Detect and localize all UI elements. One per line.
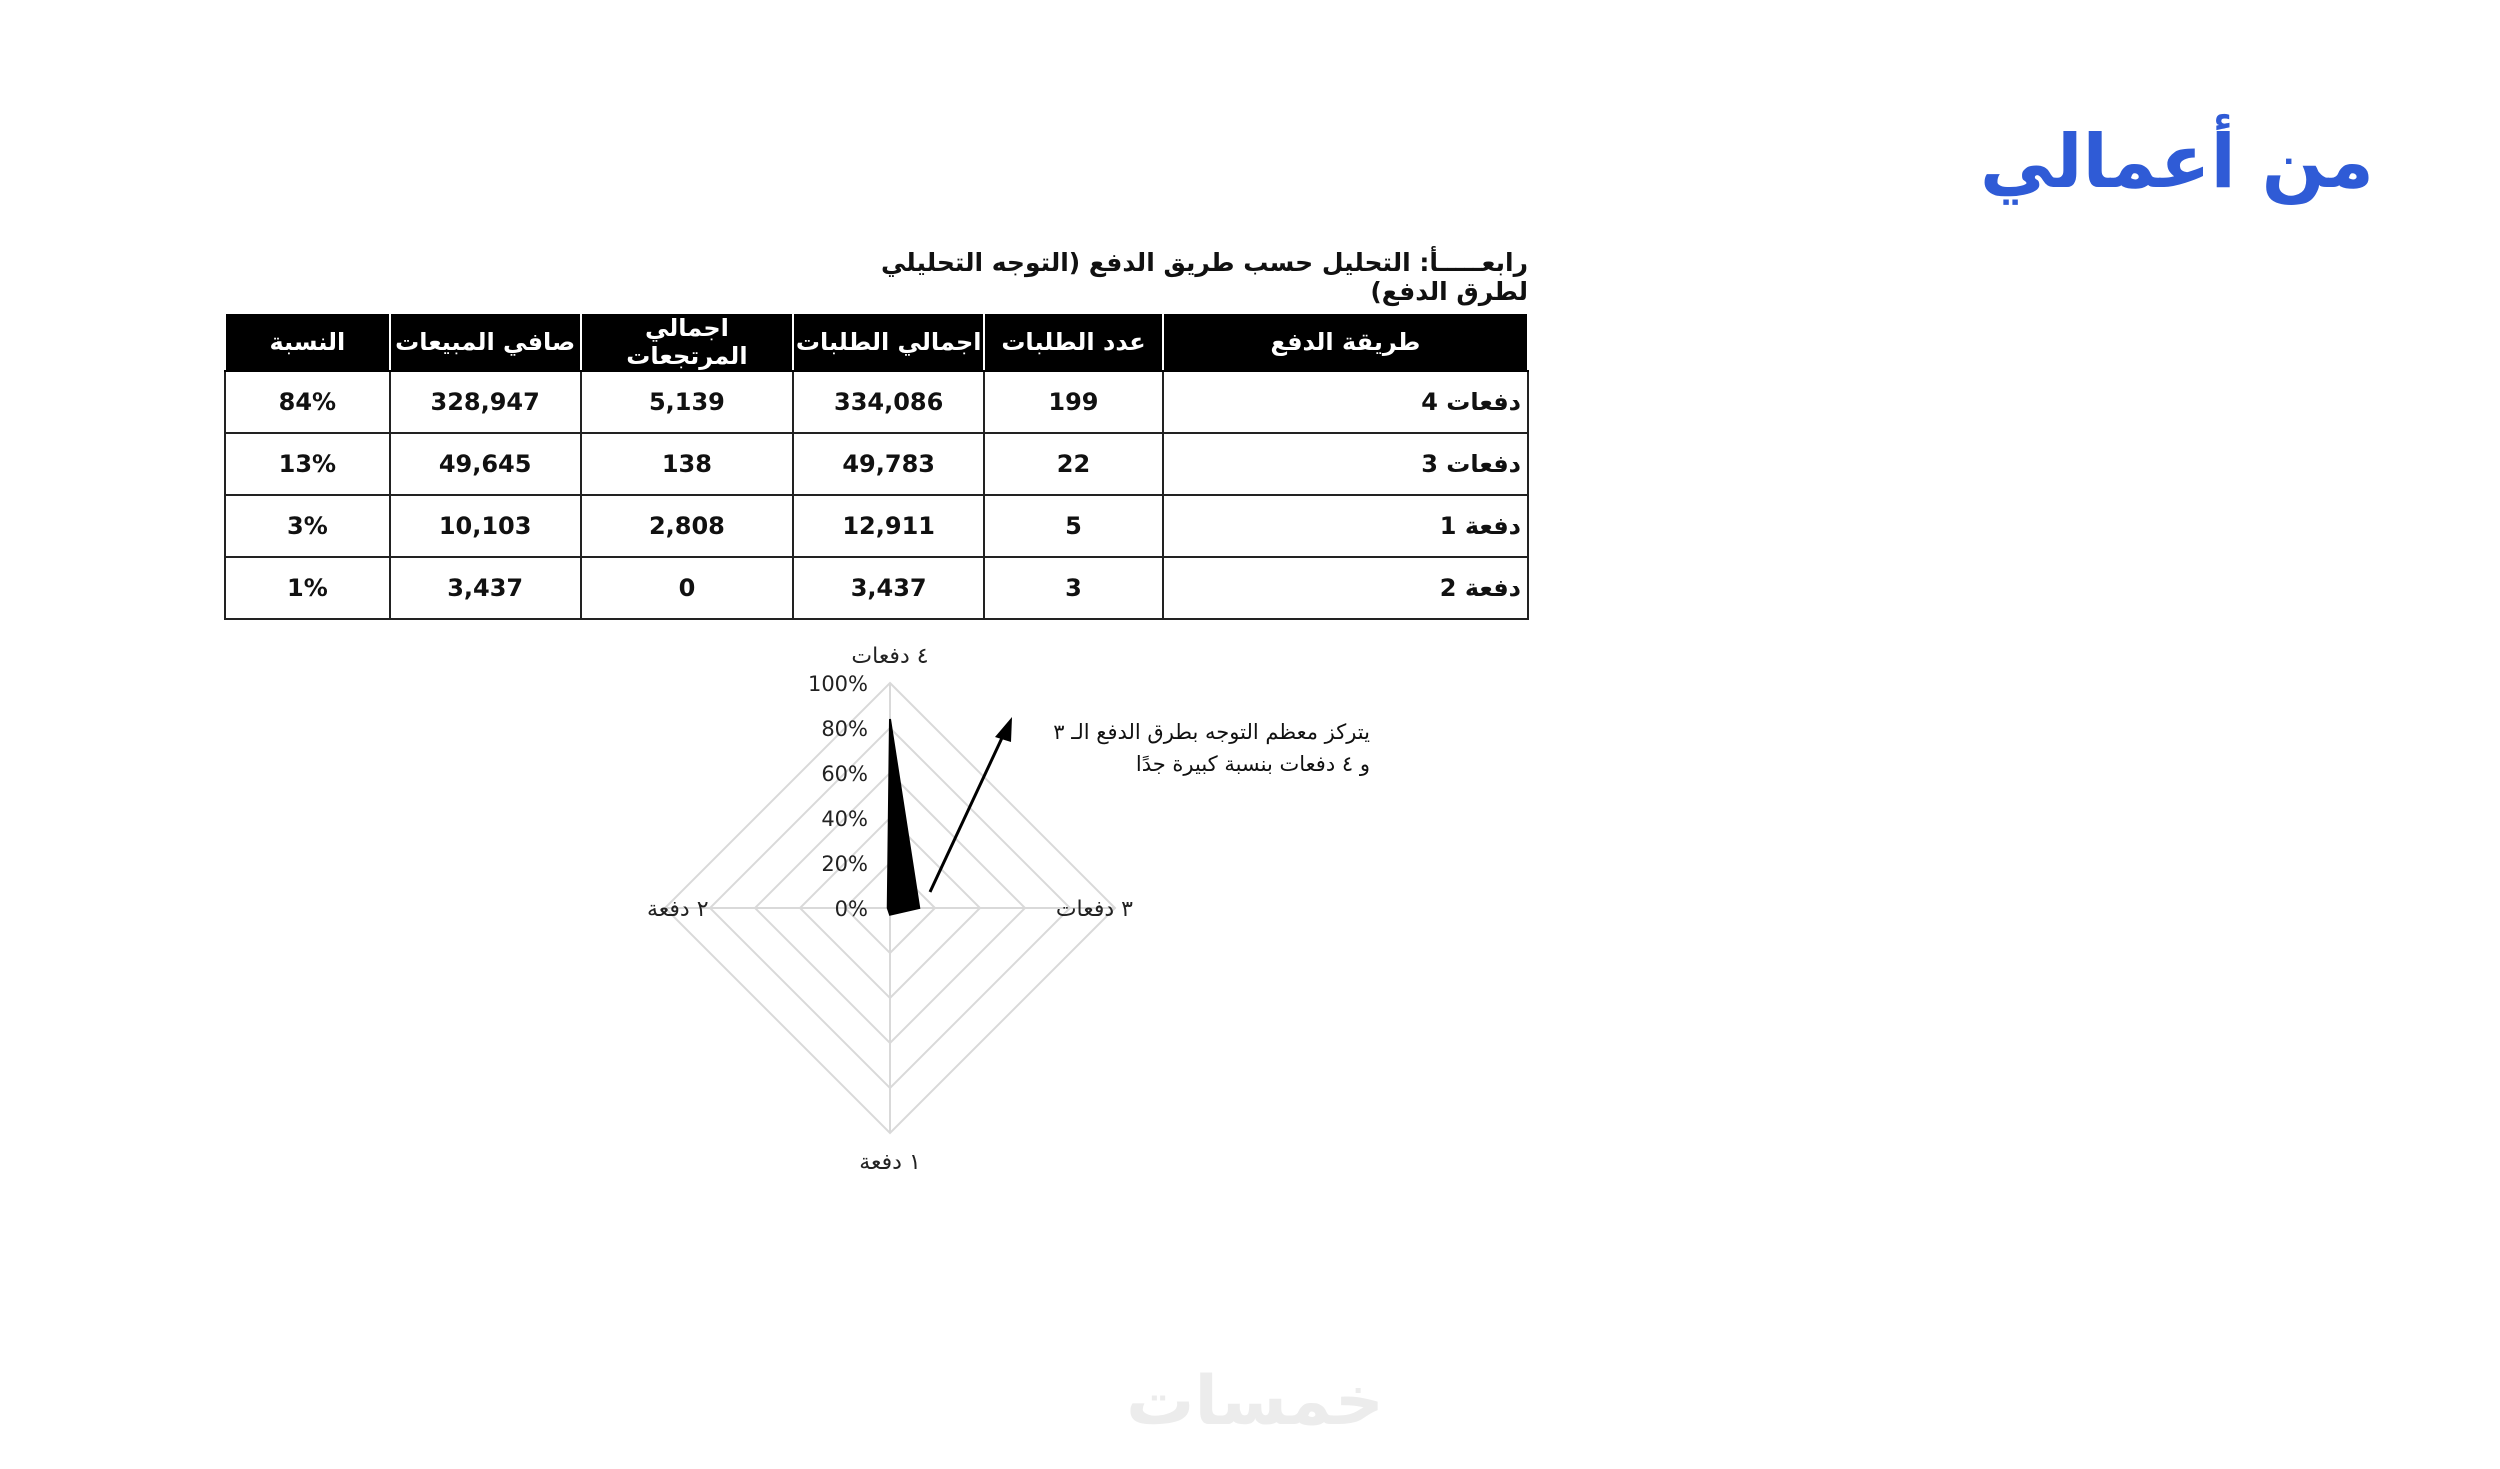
table-cell: 12,911 — [793, 495, 984, 557]
tick-label: 20% — [821, 852, 868, 876]
tick-label: 80% — [821, 717, 868, 741]
table-cell: دفعة 2 — [1163, 557, 1528, 619]
table-cell: 3% — [225, 495, 390, 557]
table-header-row — [225, 314, 1528, 371]
column-header: النسبة — [225, 314, 390, 371]
table-row — [225, 371, 1528, 433]
data-series — [888, 719, 920, 915]
section-heading: رابعـــــأ: التحليل حسب طريق الدفع (التوجه التحليلي لطرق الدفع) — [880, 248, 1528, 306]
table-cell: 13% — [225, 433, 390, 495]
table-cell: 10,103 — [390, 495, 581, 557]
payment-analysis-table — [224, 314, 1529, 620]
tick-label: 0% — [834, 897, 868, 921]
table-row — [225, 557, 1528, 619]
category-label: ٣ دفعات — [1055, 897, 1133, 922]
table-cell: 22 — [984, 433, 1163, 495]
table-cell: 49,645 — [390, 433, 581, 495]
table-cell: 2,808 — [581, 495, 794, 557]
table-cell: دفعة 1 — [1163, 495, 1528, 557]
column-header: اجمالي المرتجعات — [581, 314, 794, 371]
tick-label: 60% — [821, 762, 868, 786]
table-row — [225, 433, 1528, 495]
table-row — [225, 495, 1528, 557]
table-cell: 138 — [581, 433, 794, 495]
column-header: اجمالي الطلبات — [793, 314, 984, 371]
category-label: ٢ دفعة — [647, 897, 709, 922]
table-cell: 199 — [984, 371, 1163, 433]
table-cell: 3 — [984, 557, 1163, 619]
tick-label: 100% — [807, 672, 868, 696]
table-cell: 1% — [225, 557, 390, 619]
category-label: ١ دفعة — [859, 1150, 921, 1175]
chart-annotation — [985, 716, 1370, 780]
radar-chart-svg — [580, 620, 1300, 1180]
table-cell: 5 — [984, 495, 1163, 557]
table-cell: 334,086 — [793, 371, 984, 433]
table-cell: 328,947 — [390, 371, 581, 433]
radar-chart — [580, 620, 1300, 1184]
category-label: ٤ دفعات — [851, 644, 929, 669]
table-cell: 3,437 — [793, 557, 984, 619]
footer-logo: خمسات — [1126, 1362, 1384, 1441]
table-cell: 84% — [225, 371, 390, 433]
tick-label: 40% — [821, 807, 868, 831]
table-cell: 0 — [581, 557, 794, 619]
page-title: من أعمالي — [1979, 119, 2374, 205]
column-header: طريقة الدفع — [1163, 314, 1528, 371]
table-cell: 49,783 — [793, 433, 984, 495]
table-cell: دفعات 3 — [1163, 433, 1528, 495]
column-header: عدد الطلبات — [984, 314, 1163, 371]
column-header: صافي المبيعات — [390, 314, 581, 371]
table-cell: دفعات 4 — [1163, 371, 1528, 433]
table-cell: 3,437 — [390, 557, 581, 619]
annotation-line: و ٤ دفعات بنسبة كبيرة جدًا — [1135, 752, 1370, 776]
annotation-line: يتركز معظم التوجه بطرق الدفع الـ ٣ — [1053, 720, 1370, 744]
table-cell: 5,139 — [581, 371, 794, 433]
